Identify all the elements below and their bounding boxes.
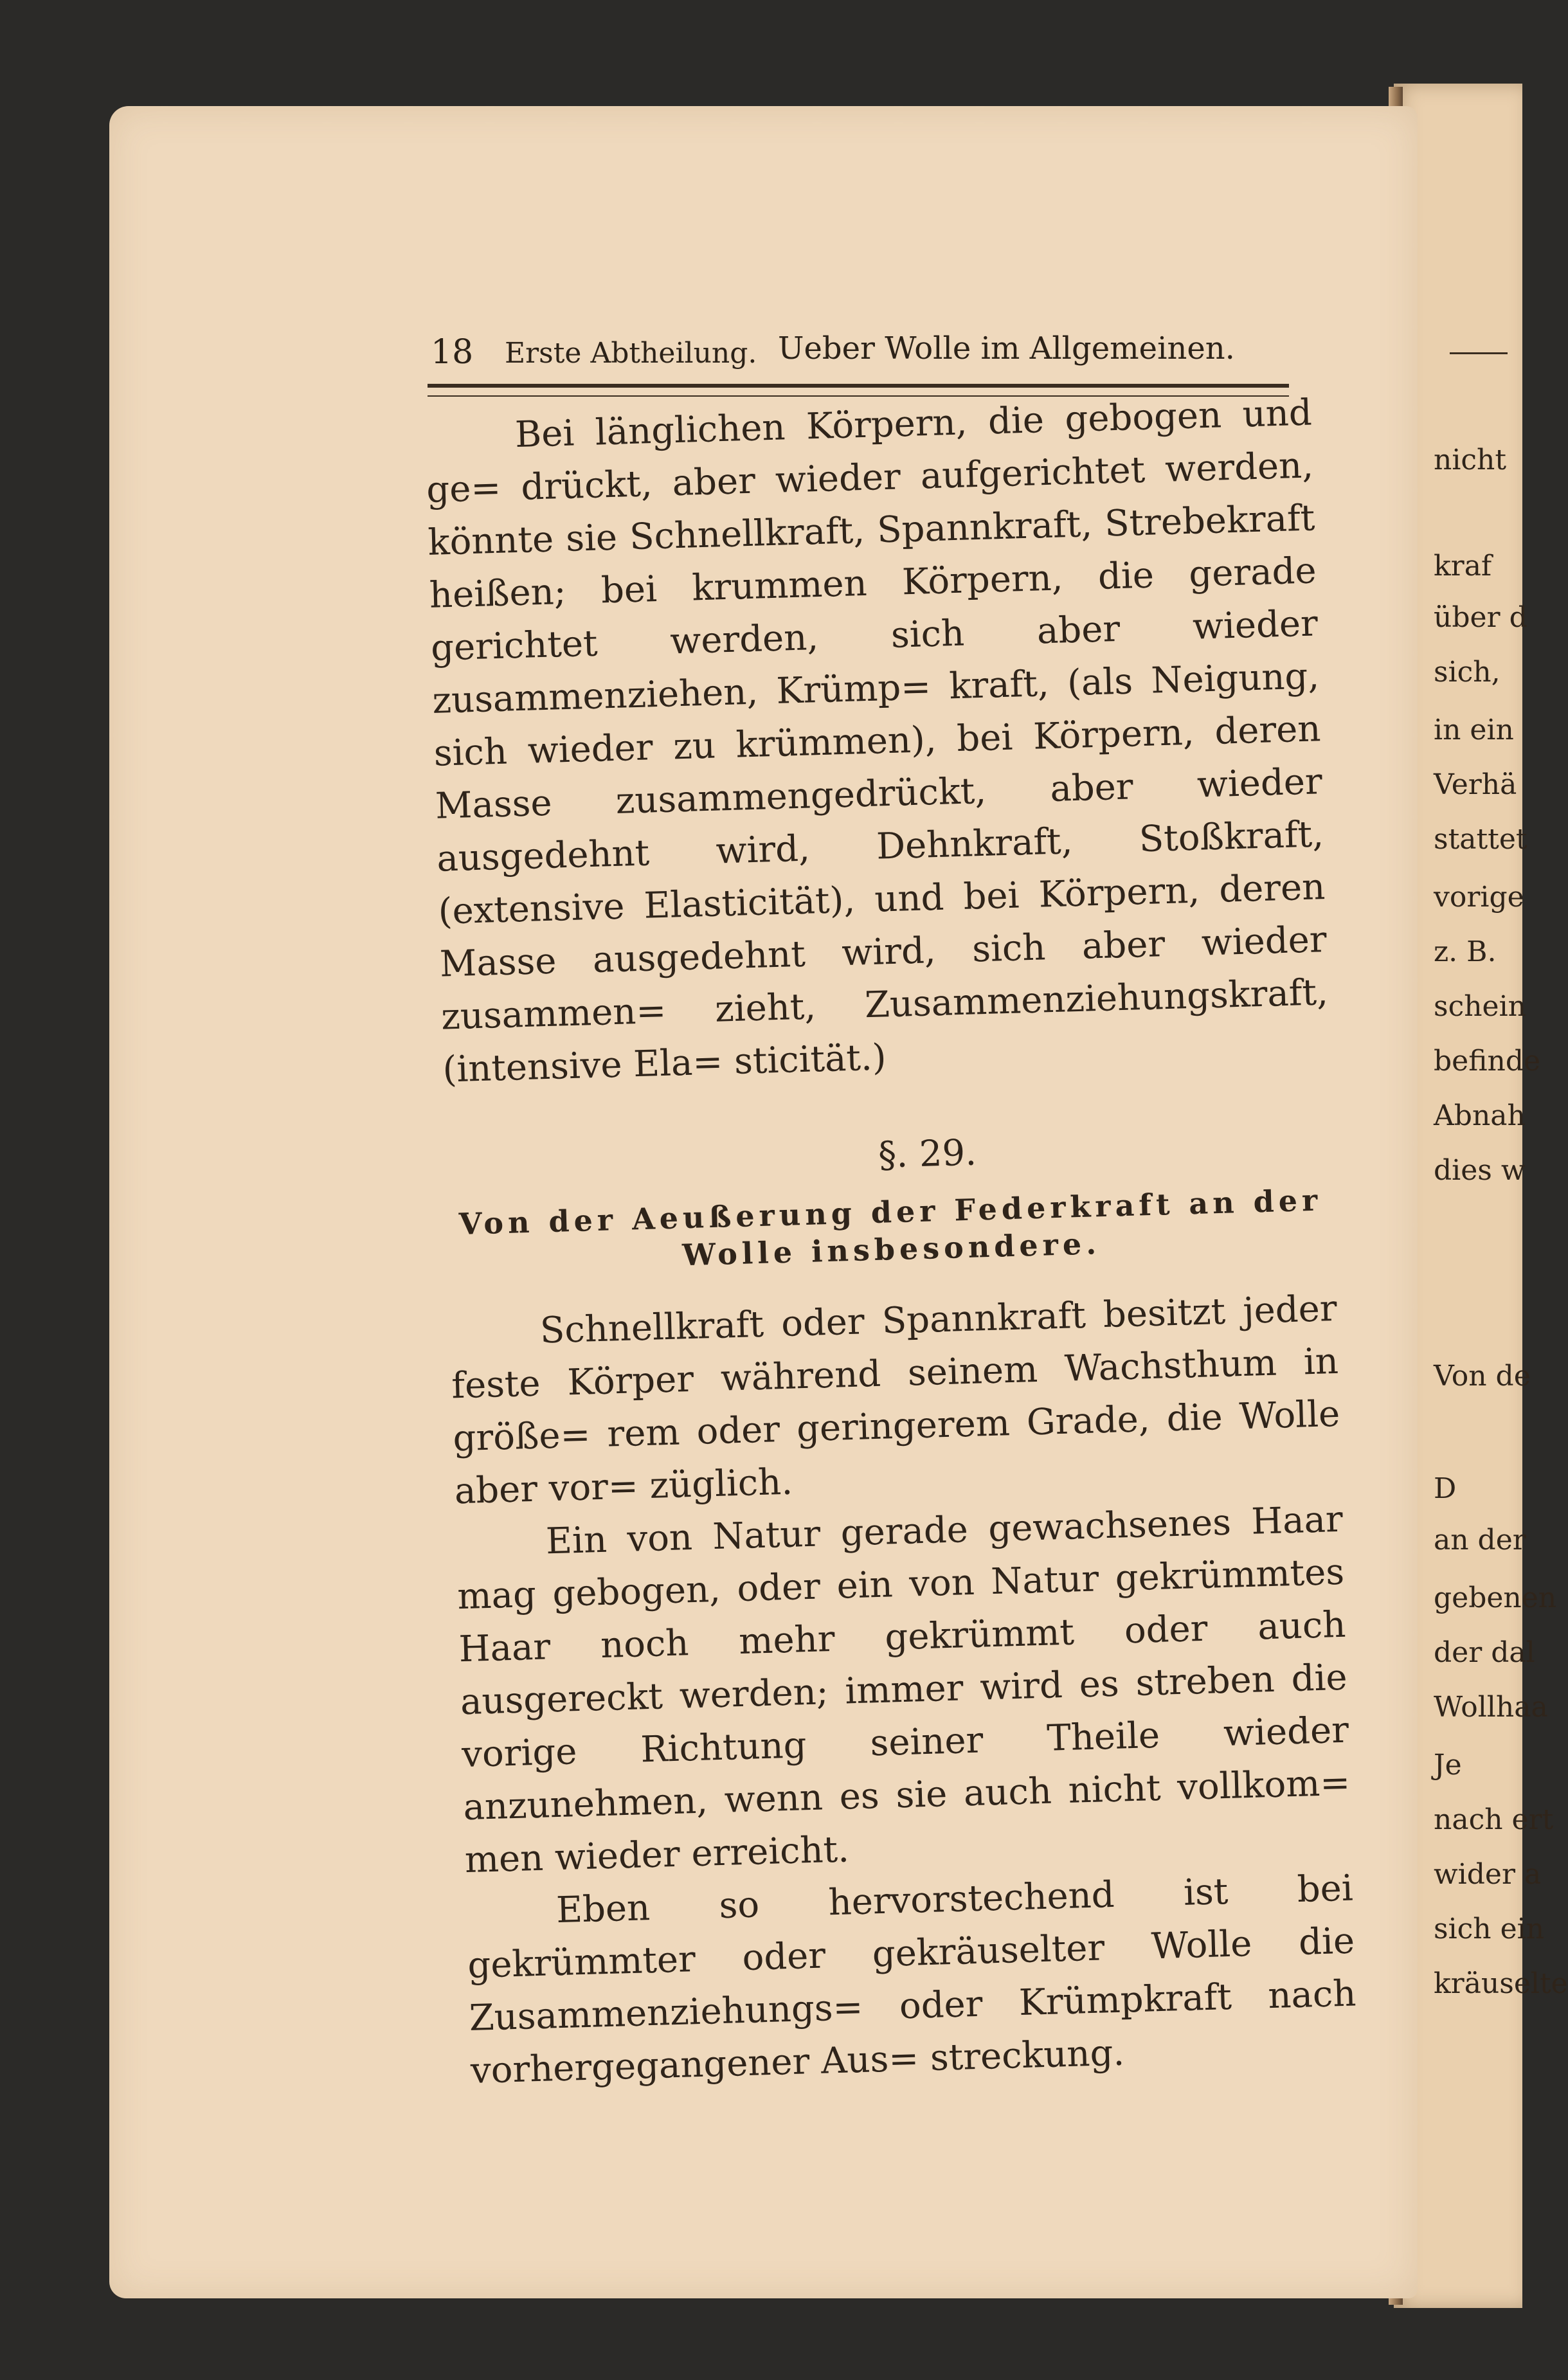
section-number: §. 29. [878,1131,977,1176]
neighbour-line: Verhä [1434,768,1517,801]
neighbour-line: wider a [1434,1858,1542,1891]
paragraph-2: Schnellkraft oder Spannkraft besitzt jeder feste Körper während seinem Wachsthum in größe= rem oder geringerem Grade, die Wolle aber vor= züglich. [451,1287,1341,1513]
page-number: 18 [431,333,474,372]
neighbour-line: kräuselte [1434,1967,1568,2000]
neighbour-line: schein [1434,990,1527,1023]
neighbour-line: stattet [1434,823,1527,856]
neighbour-line: Von de [1434,1360,1531,1393]
neighbour-line: der dal [1434,1636,1535,1669]
neighbour-line: vorige [1434,881,1524,914]
paragraph-3: Ein von Natur gerade gewachsenes Haar mag gebogen, oder ein von Natur gekrümmtes Haar noch mehr gekrümmt oder auch ausgereckt werden; immer wird es streben die vorige Richtung seiner Theile wieder anzunehmen, wenn es sie auch nicht vollkom= men wieder erreicht. [456,1498,1351,1882]
neighbour-line: nicht [1434,444,1507,476]
neighbour-line: D [1434,1472,1457,1505]
neighbour-line: kraf [1434,550,1492,582]
page-body [424,386,1358,2098]
neighbour-line: z. B. [1434,935,1497,968]
neighbour-line: gebenen [1434,1582,1557,1614]
neighbour-line: über d [1434,601,1527,634]
neighbour-line: in ein [1434,714,1514,746]
neighbour-line: Je [1434,1749,1462,1781]
neighbour-line: Wollhaa [1434,1691,1548,1724]
running-header [431,328,1286,373]
paragraph-4: Eben so hervorstechend ist bei gekrümmter oder gekräuselter Wolle die Zusammenziehungs= oder Krümpkraft nach vorhergegangener Aus= streckung. [467,1867,1357,2092]
neighbour-line: dies w [1434,1154,1526,1187]
neighbour-line: an der [1434,1524,1526,1556]
section-label: Erste Abtheilung. [505,337,757,370]
neighbour-line: sich, [1434,656,1500,689]
paragraph-1: Bei länglichen Körpern, die gebogen und ge= drückt, aber wieder aufgerichtet werden, könnte sie Schnellkraft, Spannkraft, Strebekraft heißen; bei krummen Körpern, die gerade gerichtet werden, sich aber wieder zusammenziehen, Krümp= kraft, (als Neigung, sich wieder zu krümmen), bei Körpern, deren Masse zusammengedrückt, aber wieder ausgedehnt wird, Dehnkraft, Stoßkraft, (extensive Elasticität), und bei Körpern, deren Masse ausgedehnt wird, sich aber wieder zusammen= zieht, Zusammenziehungskraft, (intensive Ela= sticität.) [426,392,1329,1091]
neighbour-line: befinde [1434,1045,1541,1077]
section-heading: Von der Aeußerung der Federkraft an der Wolle insbesondere. [458,1182,1322,1273]
neighbour-line: nach ert [1434,1803,1554,1836]
chapter-title: Ueber Wolle im Allgemeinen. [778,330,1235,366]
neighbour-header-rule [1450,352,1508,354]
neighbour-line: sich ein [1434,1913,1545,1945]
neighbour-line: Abnah [1434,1099,1526,1132]
